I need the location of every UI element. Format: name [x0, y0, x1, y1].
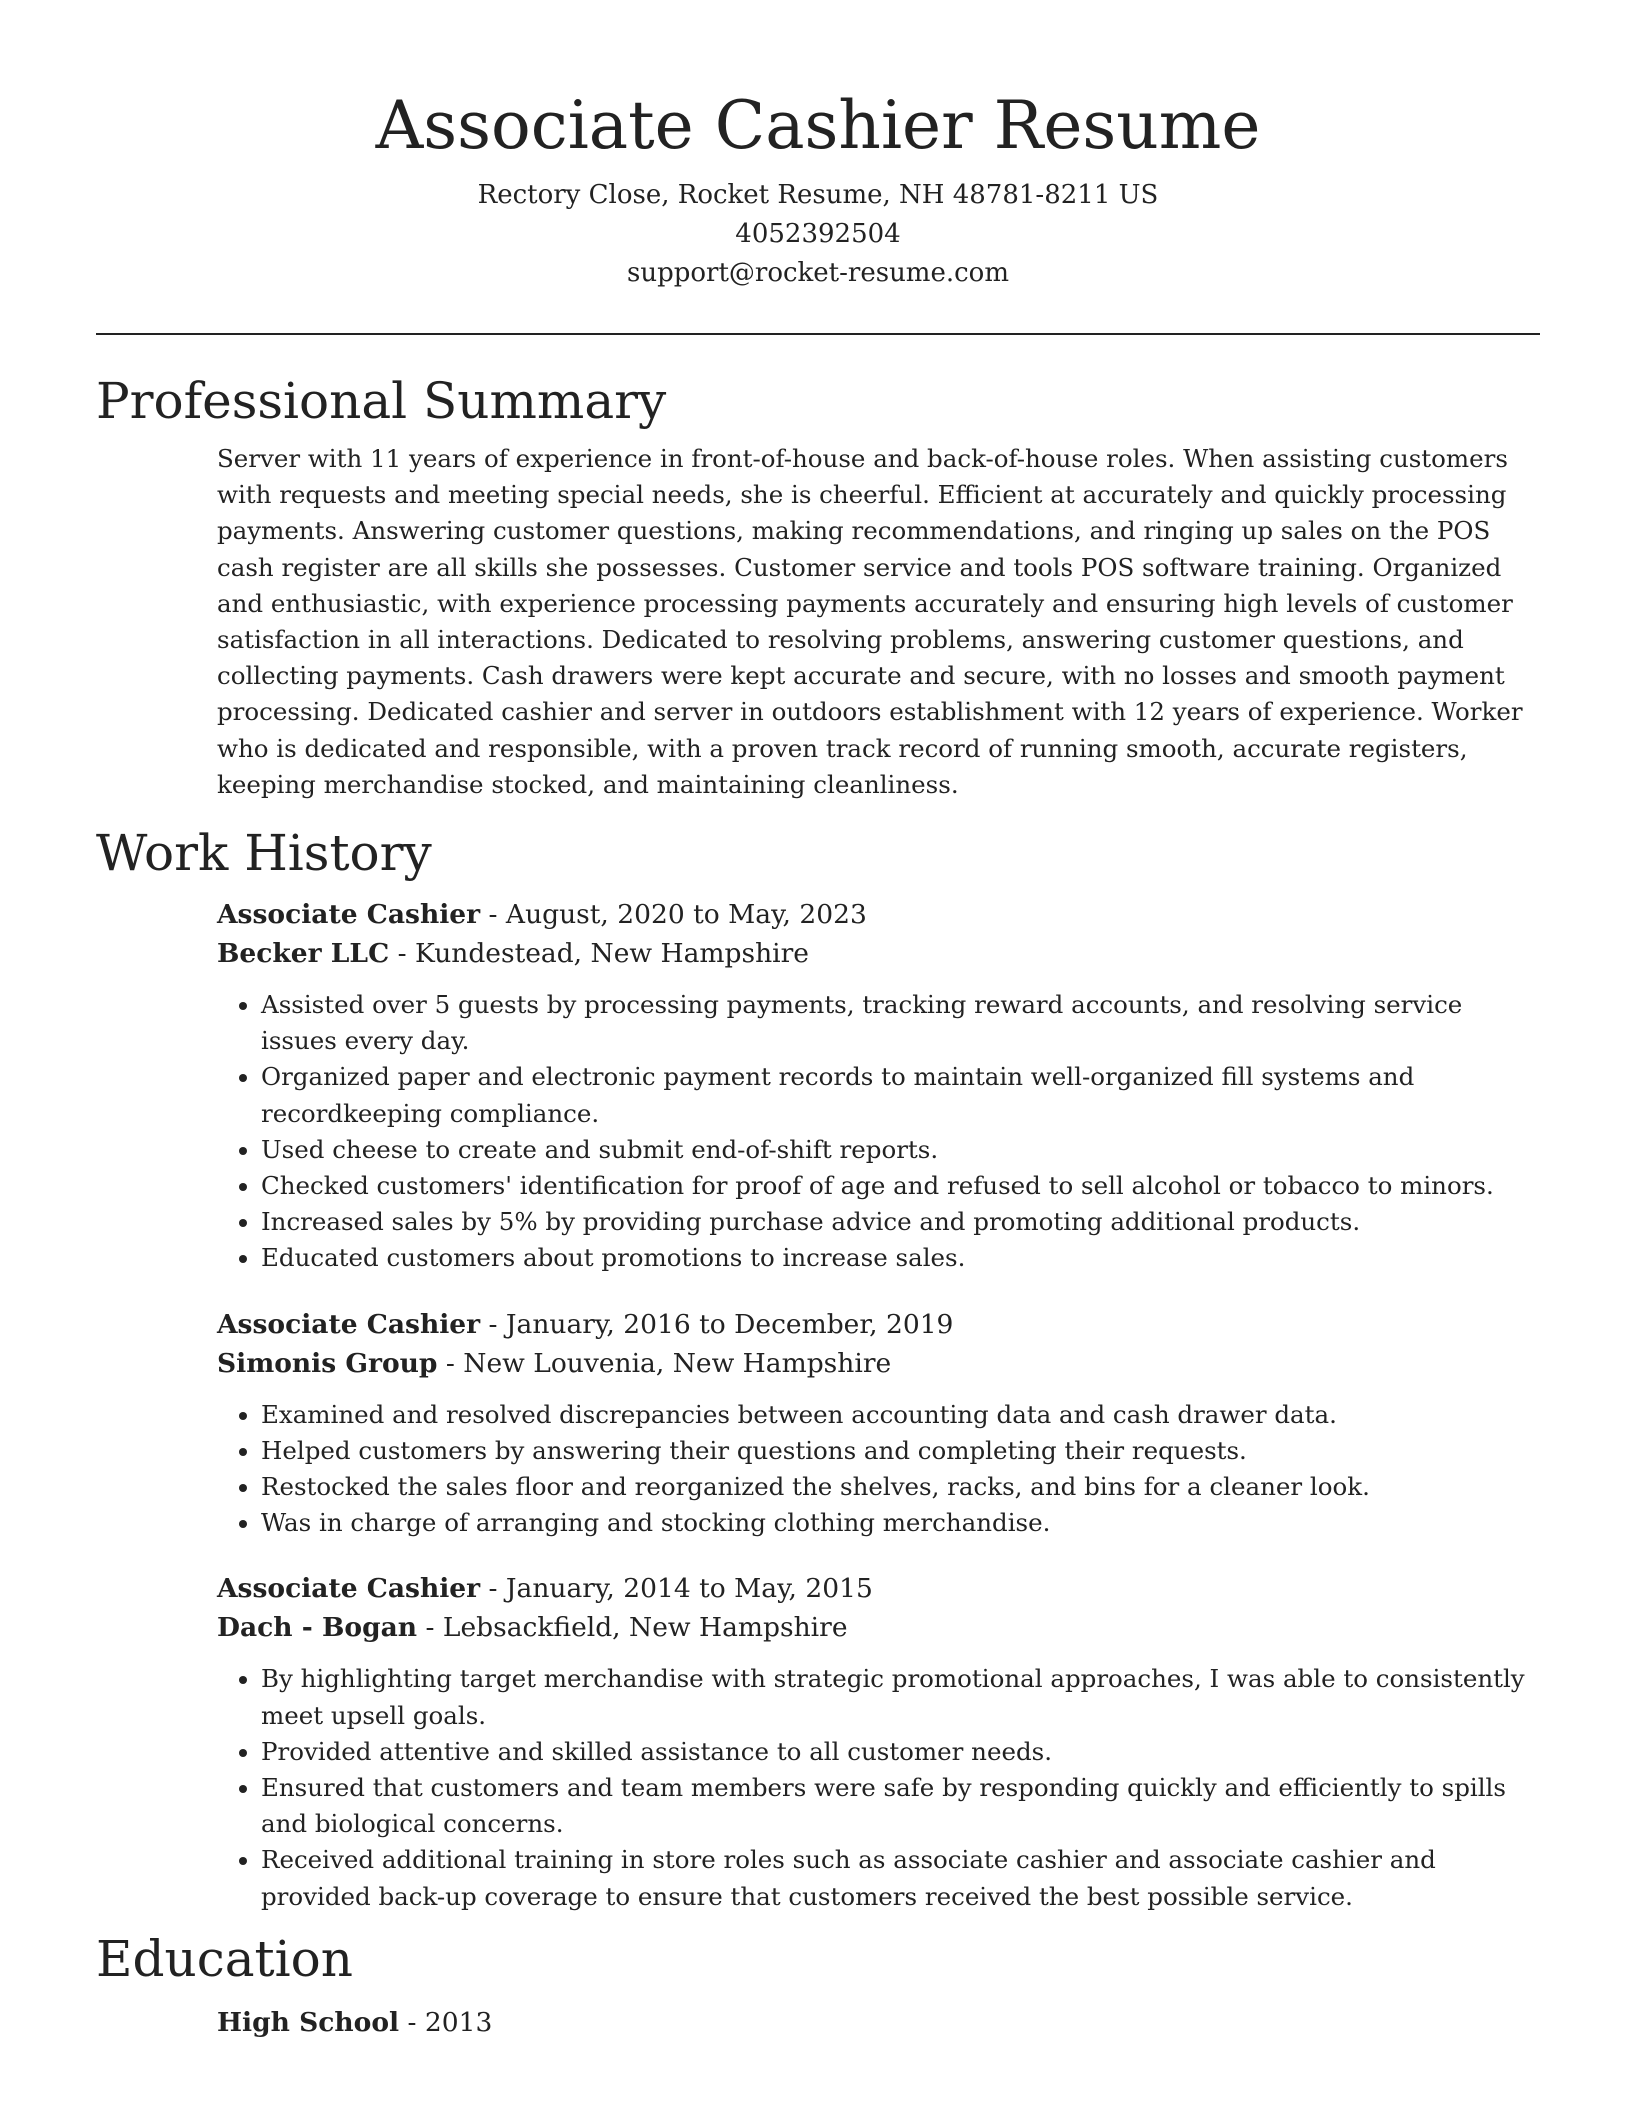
- job-role: Associate Cashier: [217, 899, 481, 931]
- job-bullet: • Educated customers about promotions to increase sales.: [261, 1240, 1540, 1276]
- job-location: - New Louvenia, New Hampshire: [437, 1347, 892, 1379]
- job-entry: [217, 1569, 1540, 1914]
- job-bullet: • Assisted over 5 guests by processing payments, tracking reward accounts, and resolving service issues every day.: [261, 987, 1540, 1059]
- job-location: - Lebsackfield, New Hampshire: [417, 1612, 848, 1644]
- contact-phone: 4052392504: [735, 219, 901, 249]
- contact-email: support@rocket-resume.com: [626, 258, 1009, 288]
- job-employer: Dach - Bogan: [217, 1612, 418, 1644]
- job-employer: Becker LLC: [217, 938, 390, 970]
- job-entry: [217, 1305, 1540, 1542]
- job-dates: - January, 2014 to May, 2015: [480, 1573, 873, 1605]
- job-bullet: • Used cheese to create and submit end-of-shift reports.: [261, 1132, 1540, 1168]
- header-divider: [96, 333, 1540, 335]
- job-bullet: • Provided attentive and skilled assistance to all customer needs.: [261, 1734, 1540, 1770]
- job-employer-line: [217, 1344, 1540, 1383]
- job-employer-line: [217, 934, 1540, 973]
- resume-page: [96, 0, 1540, 2042]
- job-bullets: [217, 1661, 1540, 1914]
- job-bullet: • Examined and resolved discrepancies between accounting data and cash drawer data.: [261, 1397, 1540, 1433]
- resume-title: Associate Cashier Resume: [375, 87, 1261, 164]
- job-bullet: • Organized paper and electronic payment records to maintain well-organized fill systems and recordkeeping compliance.: [261, 1059, 1540, 1131]
- summary-section: [217, 441, 1540, 803]
- job-employer: Simonis Group: [217, 1347, 438, 1379]
- job-title-line: [217, 1305, 1540, 1344]
- job-title-line: [217, 895, 1540, 934]
- job-bullets: [217, 1397, 1540, 1542]
- job-bullet: • Was in charge of arranging and stocking clothing merchandise.: [261, 1505, 1540, 1541]
- job-dates: - January, 2016 to December, 2019: [480, 1308, 954, 1340]
- job-bullet: • Received additional training in store roles such as associate cashier and associate cashier and provided back-up coverage to ensure that customers received the best possible service.: [261, 1842, 1540, 1914]
- job-bullet: • Ensured that customers and team members were safe by responding quickly and efficiently to spills and biological concerns.: [261, 1770, 1540, 1842]
- job-title-line: [217, 1569, 1540, 1608]
- job-bullet: • Helped customers by answering their questions and completing their requests.: [261, 1433, 1540, 1469]
- job-employer-line: [217, 1608, 1540, 1647]
- job-dates: - August, 2020 to May, 2023: [480, 899, 867, 931]
- education-entry: [217, 2003, 1540, 2042]
- job-bullets: [217, 987, 1540, 1277]
- job-location: - Kundestead, New Hampshire: [389, 938, 809, 970]
- job-bullet: • Increased sales by 5% by providing purchase advice and promoting additional products.: [261, 1204, 1540, 1240]
- education-degree: High School: [217, 2006, 400, 2038]
- job-role: Associate Cashier: [217, 1308, 481, 1340]
- job-bullet: • By highlighting target merchandise with strategic promotional approaches, I was able to consistently meet upsell goals.: [261, 1661, 1540, 1733]
- summary-text: Server with 11 years of experience in front-of-house and back-of-house roles. When assisting customers with requests and meeting special needs, she is cheerful. Efficient at accurately and quickly processing payments. Answering customer questions, making recommendations, and ringing up sales on the POS cash register are all skills she possesses. Customer service and tools POS software training. Organized and enthusiastic, with experience processing payments accurately and ensuring high levels of customer satisfaction in all interactions. Dedicated to resolving problems, answering customer questions, and collecting payments. Cash drawers were kept accurate and secure, with no losses and smooth payment processing. Dedicated cashier and server in outdoors establishment with 12 years of experience. Worker who is dedicated and responsible, with a proven track record of running smooth, accurate registers, keeping merchandise stocked, and maintaining cleanliness.: [217, 444, 1523, 799]
- contact-address: Rectory Close, Rocket Resume, NH 48781-8211 US: [477, 180, 1159, 210]
- resume-header: [96, 0, 1540, 293]
- job-bullet: • Checked customers' identification for proof of age and refused to sell alcohol or tobacco to minors.: [261, 1168, 1540, 1204]
- work-history-heading: Work History: [96, 824, 432, 883]
- job-role: Associate Cashier: [217, 1573, 481, 1605]
- education-heading: Education: [96, 1929, 353, 1988]
- work-history-section: [217, 895, 1540, 1915]
- contact-block: [96, 176, 1540, 293]
- summary-heading: Professional Summary: [96, 372, 667, 430]
- education-section: [217, 2003, 1540, 2042]
- job-entry: [217, 895, 1540, 1277]
- education-year: - 2013: [399, 2006, 493, 2038]
- job-bullet: • Restocked the sales floor and reorganized the shelves, racks, and bins for a cleaner look.: [261, 1469, 1540, 1505]
